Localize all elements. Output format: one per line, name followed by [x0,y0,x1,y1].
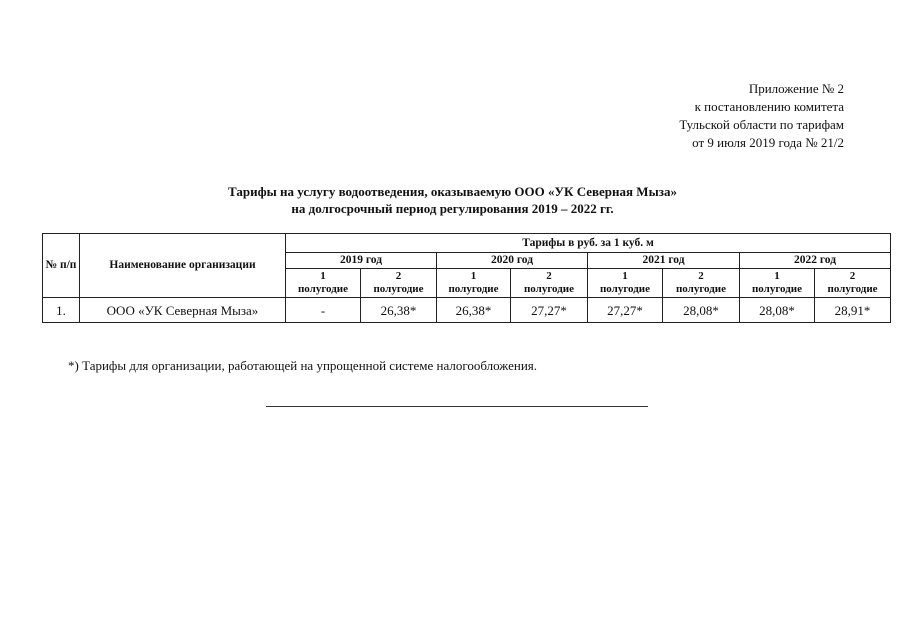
separator-line [266,406,648,407]
half-label: полугодие [751,283,803,295]
row-organization: ООО «УК Северная Мыза» [80,298,286,323]
half-number: 1 [320,270,326,282]
appendix-header [679,80,844,152]
half-label: полугодие [599,283,651,295]
half-label: полугодие [448,283,499,295]
half-number: 1 [774,270,780,282]
appendix-line-2: к постановлению комитета [694,99,844,114]
footnote: *) Тарифы для организации, работающей на упрощенной системе налогообложения. [68,358,538,373]
half-number: 1 [470,270,477,282]
title-line-2: на долгосрочный период регулирования 2019 – 2022 гг. [291,201,614,216]
header-half [740,269,815,298]
document-title [0,183,905,217]
title-line-1: Тарифы на услугу водоотведения, оказываемую ООО «УК Северная Мыза» [228,184,677,199]
tariff-cell: 28,91* [815,298,891,323]
half-label: полугодие [675,283,727,295]
half-number: 1 [622,270,628,282]
half-label: полугодие [827,283,878,295]
half-number: 2 [849,270,856,282]
table-row [43,298,891,323]
header-half [588,269,663,298]
tariffs-table [42,233,891,323]
header-half [663,269,740,298]
tariff-cell: 26,38* [437,298,511,323]
header-half [437,269,511,298]
header-year: 2019 год [286,253,437,269]
half-number: 2 [395,270,402,282]
tariff-cell: 28,08* [740,298,815,323]
tariff-cell: 27,27* [588,298,663,323]
tariff-cell: 27,27* [511,298,588,323]
appendix-line-4: от 9 июля 2019 года № 21/2 [692,135,844,150]
header-year: 2020 год [437,253,588,269]
tariff-cell: 26,38* [361,298,437,323]
half-number: 2 [546,270,552,282]
header-tariffs: Тарифы в руб. за 1 куб. м [286,234,891,253]
header-year: 2021 год [588,253,740,269]
row-number: 1. [43,298,80,323]
header-half [815,269,891,298]
header-half [511,269,588,298]
header-organization: Наименование организации [80,234,286,298]
tariff-cell: - [286,298,361,323]
tariff-cell: 28,08* [663,298,740,323]
half-label: полугодие [523,283,575,295]
appendix-line-3: Тульской области по тарифам [679,117,844,132]
header-num: № п/п [43,234,80,298]
half-label: полугодие [373,283,424,295]
header-half [286,269,361,298]
appendix-line-1: Приложение № 2 [748,81,844,96]
header-year: 2022 год [740,253,891,269]
half-label: полугодие [297,283,349,295]
header-half [361,269,437,298]
half-number: 2 [698,270,704,282]
